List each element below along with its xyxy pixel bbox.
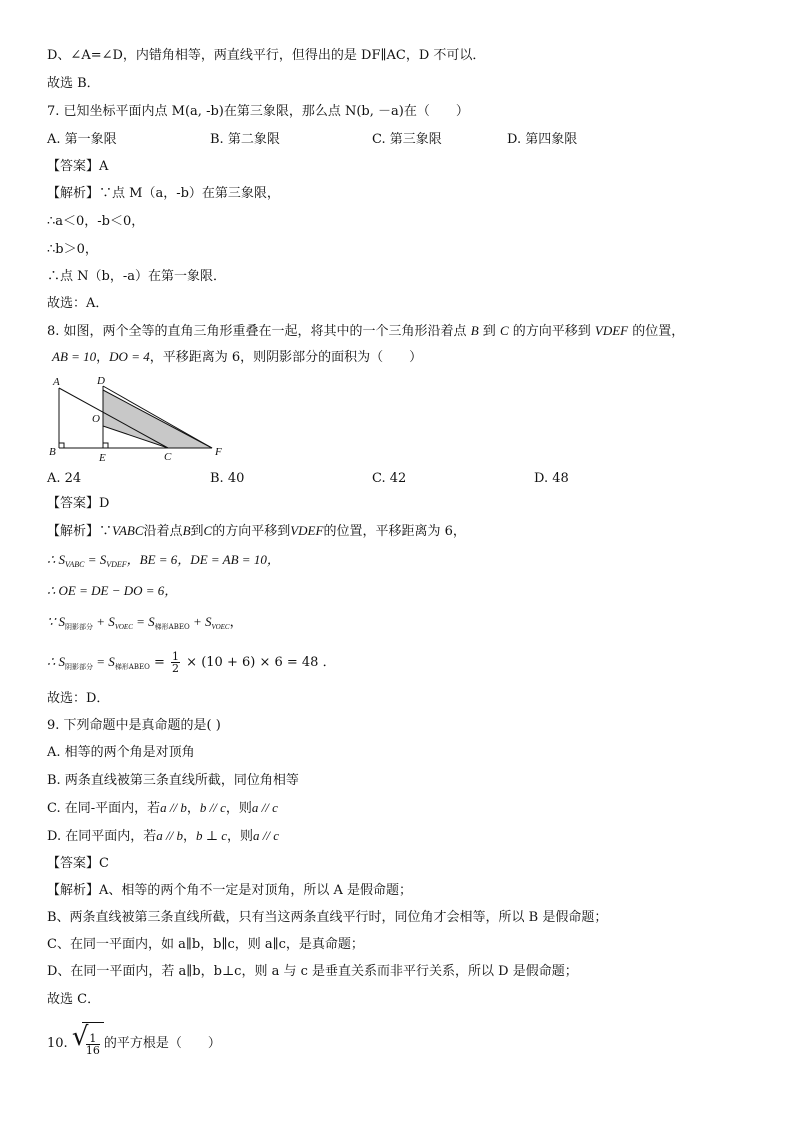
q9-analysis: C、在同一平面内，如 a∥b，b∥c，则 a∥c，是真命题； (47, 937, 364, 952)
fraction: $\frac{1}{2}$ (172, 650, 180, 675)
label-o: O (92, 413, 100, 425)
label-b: B (49, 446, 56, 458)
q9-answer: 【答案】C (47, 856, 109, 871)
square-root: √ $\frac{1}{16}$ (72, 1022, 104, 1065)
q7-option-a: A. 第一象限 (47, 132, 117, 147)
shaded-region (103, 390, 212, 448)
question-8-line2: AB = 10，DO = 4，平移距离为 6，则阴影部分的面积为（ ） (52, 349, 423, 365)
q8-analysis: 【解析】∵VABC沿着点B到C的方向平移到VDEF的位置，平移距离为 6， (47, 523, 466, 539)
q9-option-b: B. 两条直线被第三条直线所截，同位角相等 (47, 773, 299, 788)
question-9: 9. 下列命题中是真命题的是( ) (47, 718, 221, 733)
q8-analysis: ∵ $S_{阴影部分} + S_{VOEC} = S_{梯形ABEO} + S_{VOEC}$， (47, 614, 243, 631)
q9-option-c: C. 在同-平面内，若a // b，b // c，则a // c (47, 800, 278, 816)
text-line: D、∠A=∠D，内错角相等，两直线平行，但得出的是 DF∥AC，D 不可以． (47, 48, 486, 63)
q7-answer: 【答案】A (47, 159, 109, 174)
question-7: 7. 已知坐标平面内点 M(a, -b)在第三象限，那么点 N(b, －a)在（ ） (47, 104, 469, 119)
label-d: D (97, 375, 105, 387)
q9-option-d: D. 在同平面内，若a // b，b ⊥ c，则a // c (47, 828, 279, 844)
q8-analysis: ∴ $S_{VABC} = S_{VDEF}$，BE = 6，DE = AB = 10， (47, 552, 280, 569)
q8-analysis: ∴ OE = DE − DO = 6， (47, 583, 178, 598)
q7-option-d: D. 第四象限 (507, 132, 578, 147)
q8-option-a: A. 24 (47, 471, 82, 486)
text-line: 故选 B． (47, 76, 100, 91)
q7-option-c: C. 第三象限 (372, 132, 442, 147)
q8-answer: 【答案】D (47, 496, 110, 511)
question-10: 10. √ $\frac{1}{16}$ 的平方根是（ ） (47, 1022, 221, 1065)
q9-analysis: B、两条直线被第三条直线所截，只有当这两条直线平行时，同位角才会相等，所以 B 是假命题； (47, 910, 608, 925)
label-a: A (53, 376, 60, 388)
question-8: 8. 如图，两个全等的直角三角形重叠在一起，将其中的一个三角形沿着点 B 到 C 的方向平移到 VDEF 的位置， (47, 323, 685, 339)
q7-analysis: ∴点 N（b，-a）在第一象限． (47, 269, 226, 284)
q8-option-c: C. 42 (372, 471, 407, 486)
q7-analysis: 【解析】∵点 M（a，-b）在第三象限， (47, 186, 280, 201)
q9-analysis: 【解析】A、相等的两个角不一定是对顶角，所以 A 是假命题； (47, 883, 413, 898)
q9-analysis: D、在同一平面内，若 a∥b，b⊥c，则 a 与 c 是垂直关系而非平行关系，所以 D 是假命题； (47, 964, 578, 979)
q8-option-b: B. 40 (210, 471, 245, 486)
q7-choice: 故选：A． (47, 296, 109, 311)
label-c: C (164, 451, 172, 463)
q7-option-b: B. 第二象限 (210, 132, 280, 147)
q8-option-d: D. 48 (534, 471, 569, 486)
q7-analysis: ∴a＜0，-b＜0， (47, 214, 145, 229)
q9-choice: 故选 C． (47, 992, 101, 1007)
triangle-figure (44, 372, 234, 466)
q9-option-a: A. 相等的两个角是对顶角 (47, 745, 195, 760)
label-e: E (99, 452, 106, 464)
q7-analysis: ∴b＞0， (47, 242, 98, 257)
label-f: F (215, 446, 222, 458)
q8-choice: 故选：D． (47, 691, 110, 706)
q8-analysis: ∴ $S_{阴影部分} = S_{梯形ABEO}$ = $\frac{1}{2}$ × (10 + 6) × 6 = 48 ． (47, 650, 336, 675)
